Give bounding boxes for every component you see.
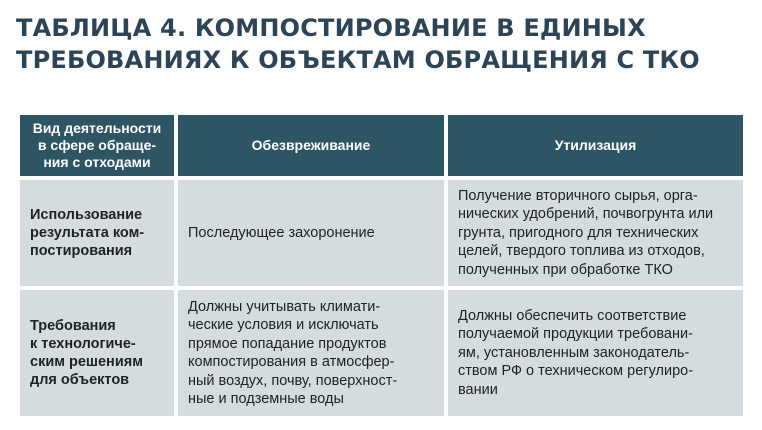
row-1-neutralization-text: Последующее захоронение (188, 224, 375, 241)
row-2-utilization-line-4: ством РФ о техническом регулиро- (458, 363, 694, 380)
row-1-utilization-line-2: нических удобрений, почвогрунта или (458, 206, 714, 223)
row-2-neutralization-line-2: ческие условия и исключать (188, 317, 379, 333)
title-line-2: ТРЕБОВАНИЯХ К ОБЪЕКТАМ ОБРАЩЕНИЯ С ТКО (16, 46, 700, 74)
row-2-neutralization-line-1: Должны учитывать климати- (188, 298, 381, 315)
header-activity-line-1: Вид деятельности (32, 120, 162, 136)
page-title (16, 12, 746, 76)
header-neutralization (178, 115, 444, 176)
row-2-neutralization-line-6: ные и подземные воды (188, 391, 344, 407)
row-1-neutralization (178, 180, 444, 286)
header-activity-line-3: ния с отходами (43, 154, 151, 170)
row-2-neutralization-line-5: ный воздух, почву, поверхност- (188, 372, 398, 389)
header-activity-line-2: в сфере обраще- (37, 137, 157, 153)
row-1-label-line-1: Использование (30, 207, 143, 223)
row-2-label-line-1: Требования (30, 318, 116, 334)
row-1-utilization-line-1: Получение вторичного сырья, орга- (458, 187, 698, 204)
row-2-label-line-2: к технологиче- (30, 336, 136, 352)
row-2-utilization-line-1: Должны обеспечить соответствие (458, 307, 687, 324)
row-2-neutralization-line-3: прямое попадание продуктов (188, 335, 387, 352)
row-2-utilization-line-3: ям, установленным законодатель- (458, 344, 690, 361)
row-2-neutralization-line-4: компостирования в атмосфер- (188, 354, 395, 370)
row-2-neutralization (178, 290, 444, 416)
header-utilization-label: Утилизация (554, 137, 637, 153)
header-utilization (448, 115, 743, 176)
row-1-utilization (448, 180, 743, 286)
title-line-1: ТАБЛИЦА 4. КОМПОСТИРОВАНИЕ В ЕДИНЫХ (16, 14, 646, 42)
row-1-label-line-3: постирования (30, 243, 133, 259)
row-2-utilization-line-2: получаемой продукции требовани- (458, 326, 693, 343)
header-activity-type (20, 115, 174, 176)
row-2-label (20, 290, 174, 416)
row-2-utilization-line-5: вании (458, 381, 498, 398)
row-1-utilization-line-3: грунта, пригодного для технических (458, 224, 699, 241)
header-neutralization-label: Обезвреживание (251, 137, 371, 153)
row-2-label-line-3: ским решениям (30, 354, 143, 370)
row-1-utilization-line-4: целей, твердого топлива из отходов, (458, 243, 705, 260)
row-1-utilization-line-5: полученных при обработке ТКО (458, 261, 673, 278)
row-1-label-line-2: результата ком- (30, 225, 145, 241)
row-1-label (20, 180, 174, 286)
row-2-label-line-4: для объектов (30, 372, 130, 388)
row-2-utilization (448, 290, 743, 416)
